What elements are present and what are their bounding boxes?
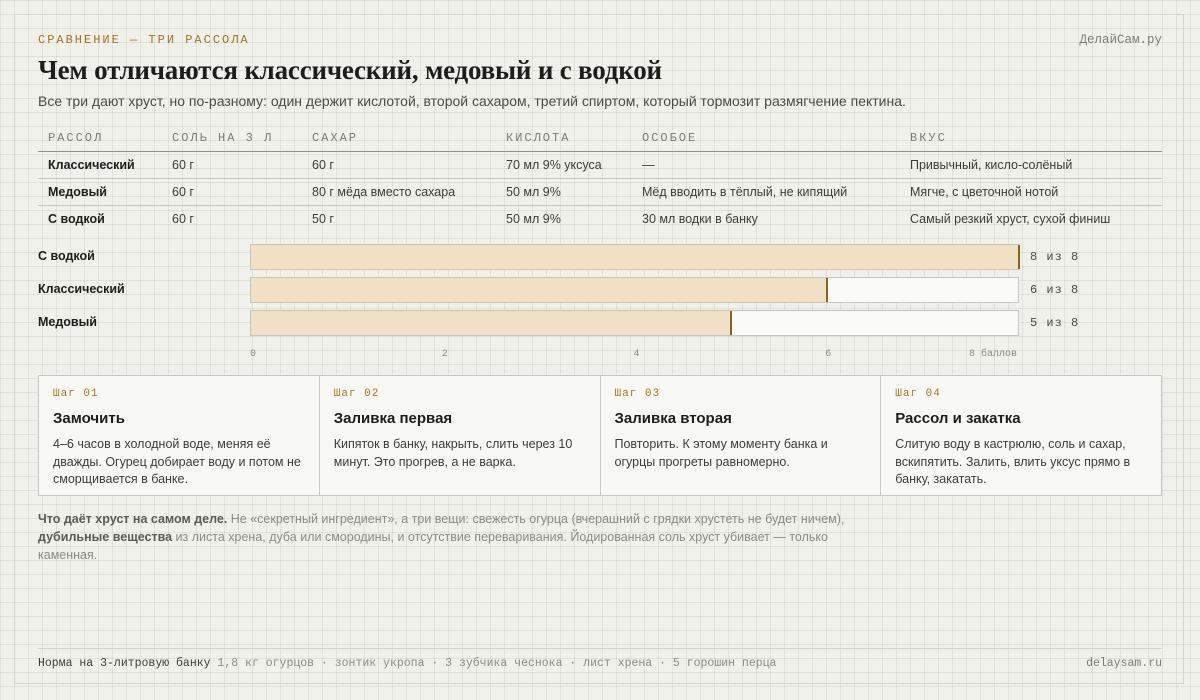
note-text: Не «секретный ингредиент», а три вещи: свежесть огурца (вчерашний с грядки хрустеть не будет ничем), bbox=[227, 512, 845, 526]
column-header: ОСОБОЕ bbox=[632, 125, 900, 152]
table-cell: 50 г bbox=[312, 212, 334, 226]
footer-norm-items: 1,8 кг огурцов · зонтик укропа · 3 зубчика чеснока · лист хрена · 5 горошин перца bbox=[210, 657, 777, 670]
table-cell: Медовый bbox=[38, 179, 162, 206]
bar-track bbox=[250, 277, 1019, 303]
comparison-table bbox=[38, 125, 1162, 232]
column-header: РАССОЛ bbox=[38, 125, 162, 152]
table-cell: 50 мл 9% bbox=[506, 212, 561, 226]
step-title: Заливка вторая bbox=[614, 410, 732, 427]
axis-tick-label: 6 bbox=[825, 349, 832, 360]
step-text: Повторить. К этому моменту банка и огурцы прогреты равномерно. bbox=[614, 437, 828, 469]
bar bbox=[251, 311, 732, 335]
step-text: 4–6 часов в холодной воде, меняя её дважды. Огурец добирает воду и потом не сморщивается в банке. bbox=[53, 437, 301, 486]
column-header: ВКУС bbox=[900, 125, 1162, 152]
bar-track bbox=[250, 310, 1019, 336]
step-title: Замочить bbox=[53, 410, 125, 427]
step-card bbox=[601, 376, 882, 495]
step-number: Шаг 01 bbox=[53, 388, 99, 400]
step-number: Шаг 02 bbox=[333, 388, 380, 400]
chart-row bbox=[38, 244, 1162, 270]
table-cell: 70 мл 9% уксуса bbox=[496, 152, 632, 179]
bar-value-label: 5 из 8 bbox=[1030, 316, 1080, 330]
bar-label: Классический bbox=[38, 282, 125, 296]
crunch-chart bbox=[38, 244, 1162, 364]
footer-norm-label: Норма на 3-литровую банку bbox=[38, 657, 211, 670]
steps-panel bbox=[38, 375, 1162, 496]
footer-norm bbox=[38, 657, 776, 670]
step-card bbox=[881, 376, 1161, 495]
axis-tick-label: 8 баллов bbox=[968, 349, 1017, 360]
table-cell: Мёд вводить в тёплый, не кипящий bbox=[632, 179, 900, 206]
step-number: Шаг 04 bbox=[895, 388, 941, 400]
bar-value-label: 6 из 8 bbox=[1030, 283, 1080, 297]
table-cell: 60 г bbox=[172, 212, 194, 226]
table-cell: Мягче, с цветочной нотой bbox=[900, 179, 1162, 206]
step-card bbox=[39, 376, 320, 495]
bar-track bbox=[250, 244, 1019, 270]
bar bbox=[251, 245, 1020, 269]
table-cell: — bbox=[632, 152, 900, 179]
note-lead: Что даёт хруст на самом деле. bbox=[38, 512, 228, 526]
column-header: САХАР bbox=[302, 125, 496, 152]
note-emphasis: дубильные вещества bbox=[38, 530, 173, 544]
crunch-note bbox=[38, 510, 868, 564]
footer-site: delaysam.ru bbox=[1086, 657, 1162, 670]
table-cell: 60 г bbox=[162, 179, 302, 206]
axis-tick-label: 2 bbox=[441, 349, 448, 360]
step-number: Шаг 03 bbox=[614, 388, 661, 400]
step-text: Кипяток в банку, накрыть, слить через 10 минут. Это прогрев, а не варка. bbox=[333, 437, 573, 469]
kicker: СРАВНЕНИЕ — ТРИ РАССОЛА bbox=[38, 33, 250, 47]
axis-tick-label: 0 bbox=[250, 349, 257, 360]
table-cell: Привычный, кисло-солёный bbox=[900, 152, 1162, 179]
step-title: Заливка первая bbox=[333, 410, 453, 427]
footer-divider bbox=[38, 648, 1162, 649]
step-text: Слитую воду в кастрюлю, соль и сахар, вскипятить. Залить, влить уксус прямо в банку, закатать. bbox=[895, 437, 1131, 486]
table-row bbox=[38, 152, 1162, 179]
bar-value-label: 8 из 8 bbox=[1030, 250, 1080, 264]
note-text: из листа хрена, дуба или смородины, и отсутствие переваривания. Йодированная соль хруст убивает — только каменная. bbox=[38, 530, 828, 562]
table-header-row bbox=[38, 125, 1162, 152]
column-header: СОЛЬ НА 3 Л bbox=[162, 125, 302, 152]
chart-row bbox=[38, 277, 1162, 303]
column-header: КИСЛОТА bbox=[496, 125, 632, 152]
step-card bbox=[320, 376, 601, 495]
site-name: ДелайСам.ру bbox=[1079, 33, 1162, 47]
bar-label: С водкой bbox=[38, 249, 95, 263]
table-cell: 30 мл водки в банку bbox=[642, 212, 758, 226]
page-subtitle: Все три дают хруст, но по-разному: один держит кислотой, второй сахаром, третий спиртом, который тормозит размягчение пектина. bbox=[38, 93, 906, 109]
table-cell: С водкой bbox=[48, 212, 105, 226]
step-title: Рассол и закатка bbox=[895, 410, 1021, 427]
chart-row bbox=[38, 310, 1162, 336]
table-cell: Самый резкий хруст, сухой финиш bbox=[910, 212, 1111, 226]
table-cell: 60 г bbox=[162, 152, 302, 179]
table-cell: 80 г мёда вместо сахара bbox=[302, 179, 496, 206]
table-cell: Классический bbox=[38, 152, 162, 179]
table-row bbox=[38, 179, 1162, 206]
page-title: Чем отличаются классический, медовый и с водкой bbox=[38, 55, 662, 85]
table-cell: 60 г bbox=[302, 152, 496, 179]
table-row bbox=[38, 206, 1162, 233]
bar-label: Медовый bbox=[38, 315, 97, 329]
bar bbox=[251, 278, 828, 302]
axis-tick-label: 4 bbox=[633, 349, 640, 360]
table-cell: 50 мл 9% bbox=[496, 179, 632, 206]
